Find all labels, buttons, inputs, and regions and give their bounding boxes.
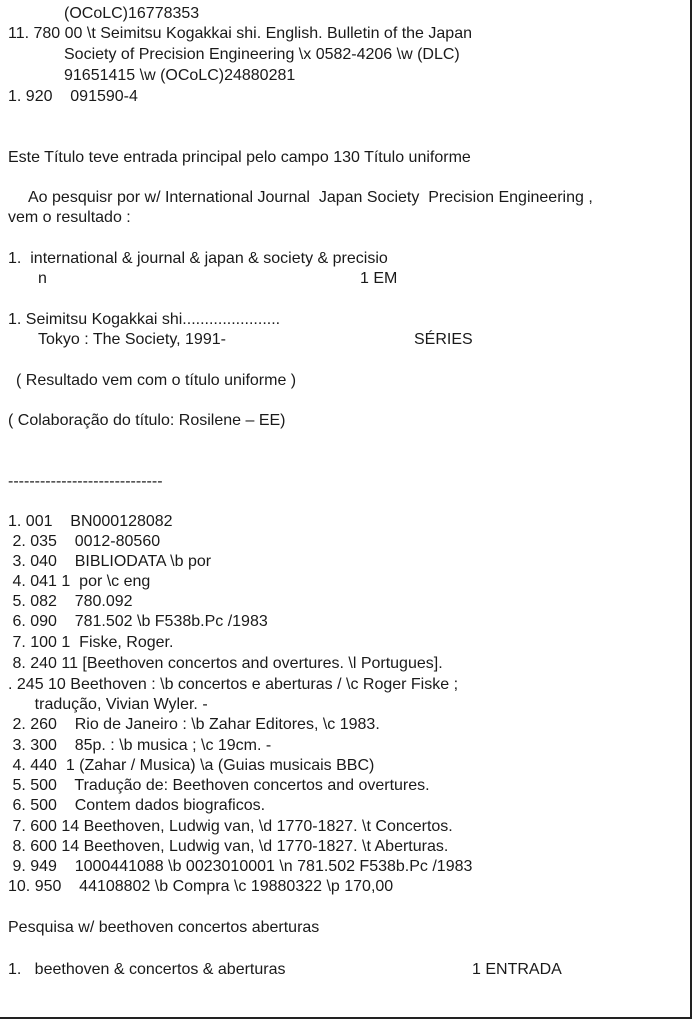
marc-field: 2. 260 Rio de Janeiro : \b Zahar Editores, \c 1983. (8, 716, 380, 733)
marc-field: 6. 090 781.502 \b F538b.Pc /1983 (8, 613, 268, 630)
marc-field: 7. 600 14 Beethoven, Ludwig van, \d 1770-1827. \t Concertos. (8, 818, 453, 835)
entry-note: Este Título teve entrada principal pelo campo 130 Título uniforme (8, 149, 471, 166)
marc-field: 5. 082 780.092 (8, 593, 133, 610)
search-result-imprint: Tokyo : The Society, 1991- (38, 331, 226, 348)
result-note: ( Resultado vem com o título uniforme ) (16, 372, 297, 389)
marc-field: 10. 950 44108802 \b Compra \c 19880322 \p 170,00 (8, 878, 394, 895)
record1-line: 1. 920 091590-4 (8, 88, 138, 105)
record1-line: (OCoLC)16778353 (64, 5, 200, 22)
record1-line: Society of Precision Engineering \x 0582-4206 \w (DLC) (64, 46, 460, 63)
marc-field: . 245 10 Beethoven : \b concertos e aberturas / \c Roger Fiske ; (8, 676, 459, 693)
marc-field: 9. 949 1000441088 \b 0023010001 \n 781.502 F538b.Pc /1983 (8, 858, 473, 875)
marc-field: 6. 500 Contem dados biograficos. (8, 797, 266, 814)
marc-field: 2. 035 0012-80560 (8, 533, 161, 550)
marc-field: 7. 100 1 Fiske, Roger. (8, 634, 174, 651)
marc-field: 8. 600 14 Beethoven, Ludwig van, \d 1770-1827. \t Aberturas. (8, 838, 449, 855)
search-query: Pesquisa w/ beethoven concertos aberturas (8, 919, 320, 936)
marc-field: 8. 240 11 [Beethoven concertos and overtures. \l Portugues]. (8, 655, 443, 672)
record1-line: 11. 780 00 \t Seimitsu Kogakkai shi. English. Bulletin of the Japan (8, 25, 472, 42)
search-query-wrap: n (38, 270, 47, 287)
search-intro: vem o resultado : (8, 209, 131, 226)
marc-field: 3. 300 85p. : \b musica ; \c 19cm. - (8, 737, 272, 754)
search-result: 1. Seimitsu Kogakkai shi...................... (8, 311, 281, 328)
search-count: 1 EM (360, 270, 398, 287)
search-query: 1. international & journal & japan & society & precisio (8, 250, 388, 267)
marc-field: 4. 041 1 por \c eng (8, 573, 151, 590)
record1-line: 91651415 \w (OCoLC)24880281 (64, 67, 296, 84)
marc-field: 4. 440 1 (Zahar / Musica) \a (Guias musicais BBC) (8, 757, 375, 774)
search-count: 1 ENTRADA (472, 961, 562, 978)
search-intro: Ao pesquisr por w/ International Journal Japan Society Precision Engineering , (28, 189, 593, 206)
marc-field: 1. 001 BN000128082 (8, 513, 173, 530)
credit-note: ( Colaboração do título: Rosilene – EE) (8, 412, 286, 429)
divider: ----------------------------- (8, 473, 163, 490)
search-result: 1. beethoven & concertos & aberturas (8, 961, 286, 978)
search-result-type: SÉRIES (414, 331, 473, 348)
marc-field: 5. 500 Tradução de: Beethoven concertos and overtures. (8, 777, 430, 794)
marc-field: 3. 040 BIBLIODATA \b por (8, 553, 212, 570)
marc-field: tradução, Vivian Wyler. - (8, 696, 208, 713)
